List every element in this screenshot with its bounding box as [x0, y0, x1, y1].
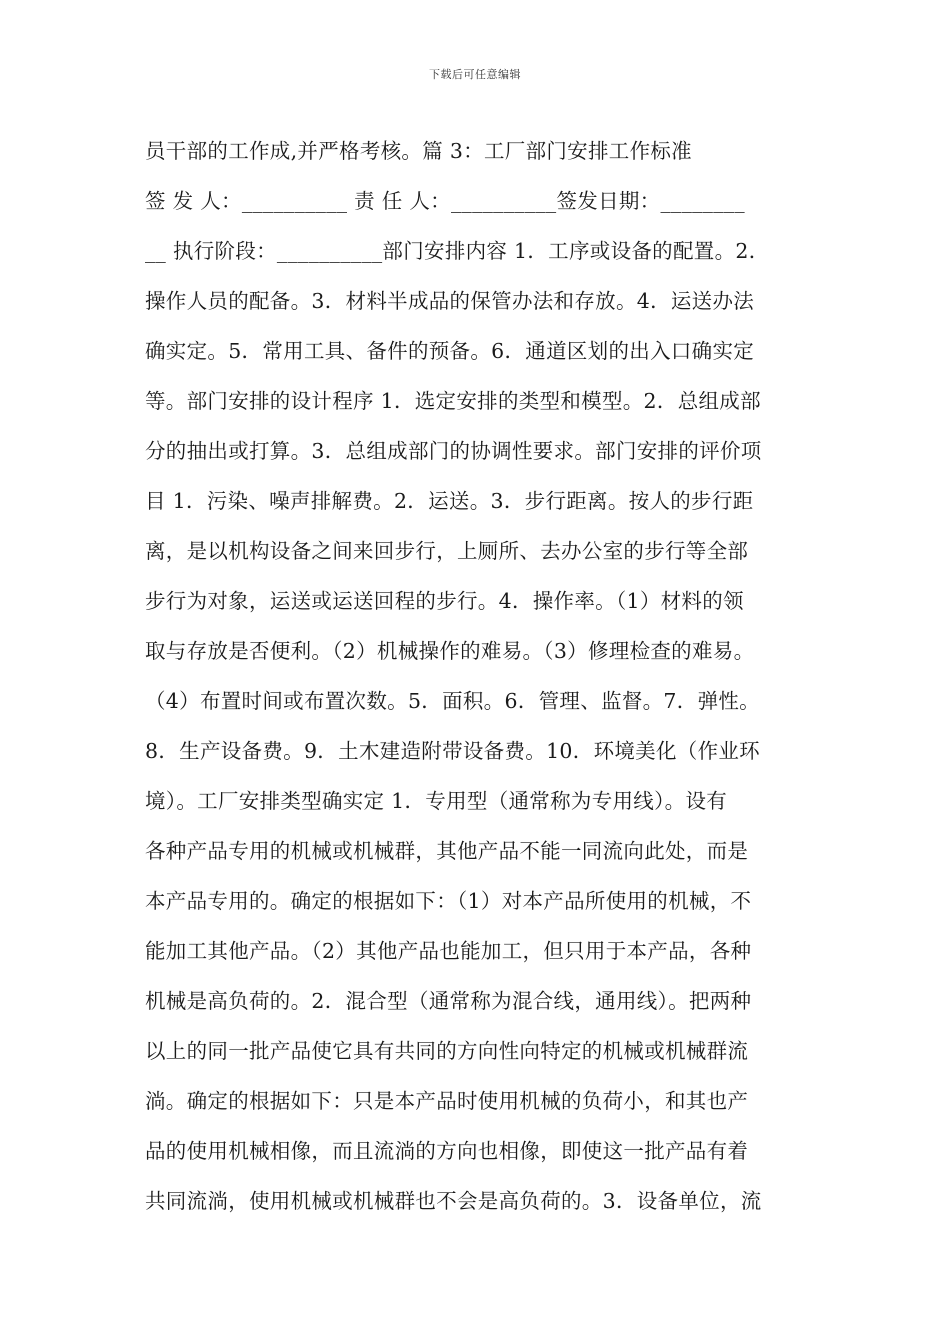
text-line: 8．生产设备费。9．土木建造附带设备费。10．环境美化（作业环	[145, 739, 760, 763]
text-line: 员干部的工作成,并严格考核。篇 3：工厂部门安排工作标准	[145, 139, 692, 163]
text-line: 淌。确定的根据如下：只是本产品时使用机械的负荷小，和其也产	[145, 1089, 749, 1113]
text-line: 目 1．污染、噪声排解费。2．运送。3．步行距离。按人的步行距	[145, 489, 754, 513]
text-line: 分的抽出或打算。3．总组成部门的协调性要求。部门安排的评价项	[145, 439, 762, 463]
text-line: 机械是高负荷的。2．混合型（通常称为混合线，通用线）。把两种	[145, 989, 752, 1013]
text-line: 本产品专用的。确定的根据如下：（1）对本产品所使用的机械，不	[145, 889, 752, 913]
text-line: __ 执行阶段：__________部门安排内容 1．工序或设备的配置。2．	[145, 239, 770, 263]
text-line: 共同流淌，使用机械或机械群也不会是高负荷的。3．设备单位，流	[145, 1189, 762, 1213]
text-line: （4）布置时间或布置次数。5．面积。6．管理、监督。7．弹性。	[145, 689, 760, 713]
page-header: 下载后可任意编辑	[429, 68, 521, 81]
text-line: 境）。工厂安排类型确实定 1．专用型（通常称为专用线）。设有	[145, 789, 728, 813]
text-line: 步行为对象，运送或运送回程的步行。4．操作率。（1）材料的领	[145, 589, 744, 613]
text-line: 操作人员的配备。3．材料半成品的保管办法和存放。4．运送办法	[145, 289, 755, 313]
document-body	[145, 126, 825, 1226]
text-line: 品的使用机械相像，而且流淌的方向也相像，即使这一批产品有着	[145, 1139, 749, 1163]
text-line: 取与存放是否便利。（2）机械操作的难易。（3）修理检查的难易。	[145, 639, 755, 663]
text-line: 确实定。5．常用工具、备件的预备。6．通道区划的出入口确实定	[145, 339, 755, 363]
text-line: 各种产品专用的机械或机械群，其他产品不能一同流向此处，而是	[145, 839, 749, 863]
text-line: 离，是以机构设备之间来回步行，上厕所、去办公室的步行等全部	[145, 539, 749, 563]
text-line: 签 发 人：__________ 责 任 人：__________签发日期：________	[145, 189, 745, 213]
text-line: 以上的同一批产品使它具有共同的方向性向特定的机械或机械群流	[145, 1039, 749, 1063]
text-line: 能加工其他产品。（2）其他产品也能加工，但只用于本产品，各种	[145, 939, 752, 963]
text-line: 等。部门安排的设计程序 1．选定安排的类型和模型。2．总组成部	[145, 389, 761, 413]
